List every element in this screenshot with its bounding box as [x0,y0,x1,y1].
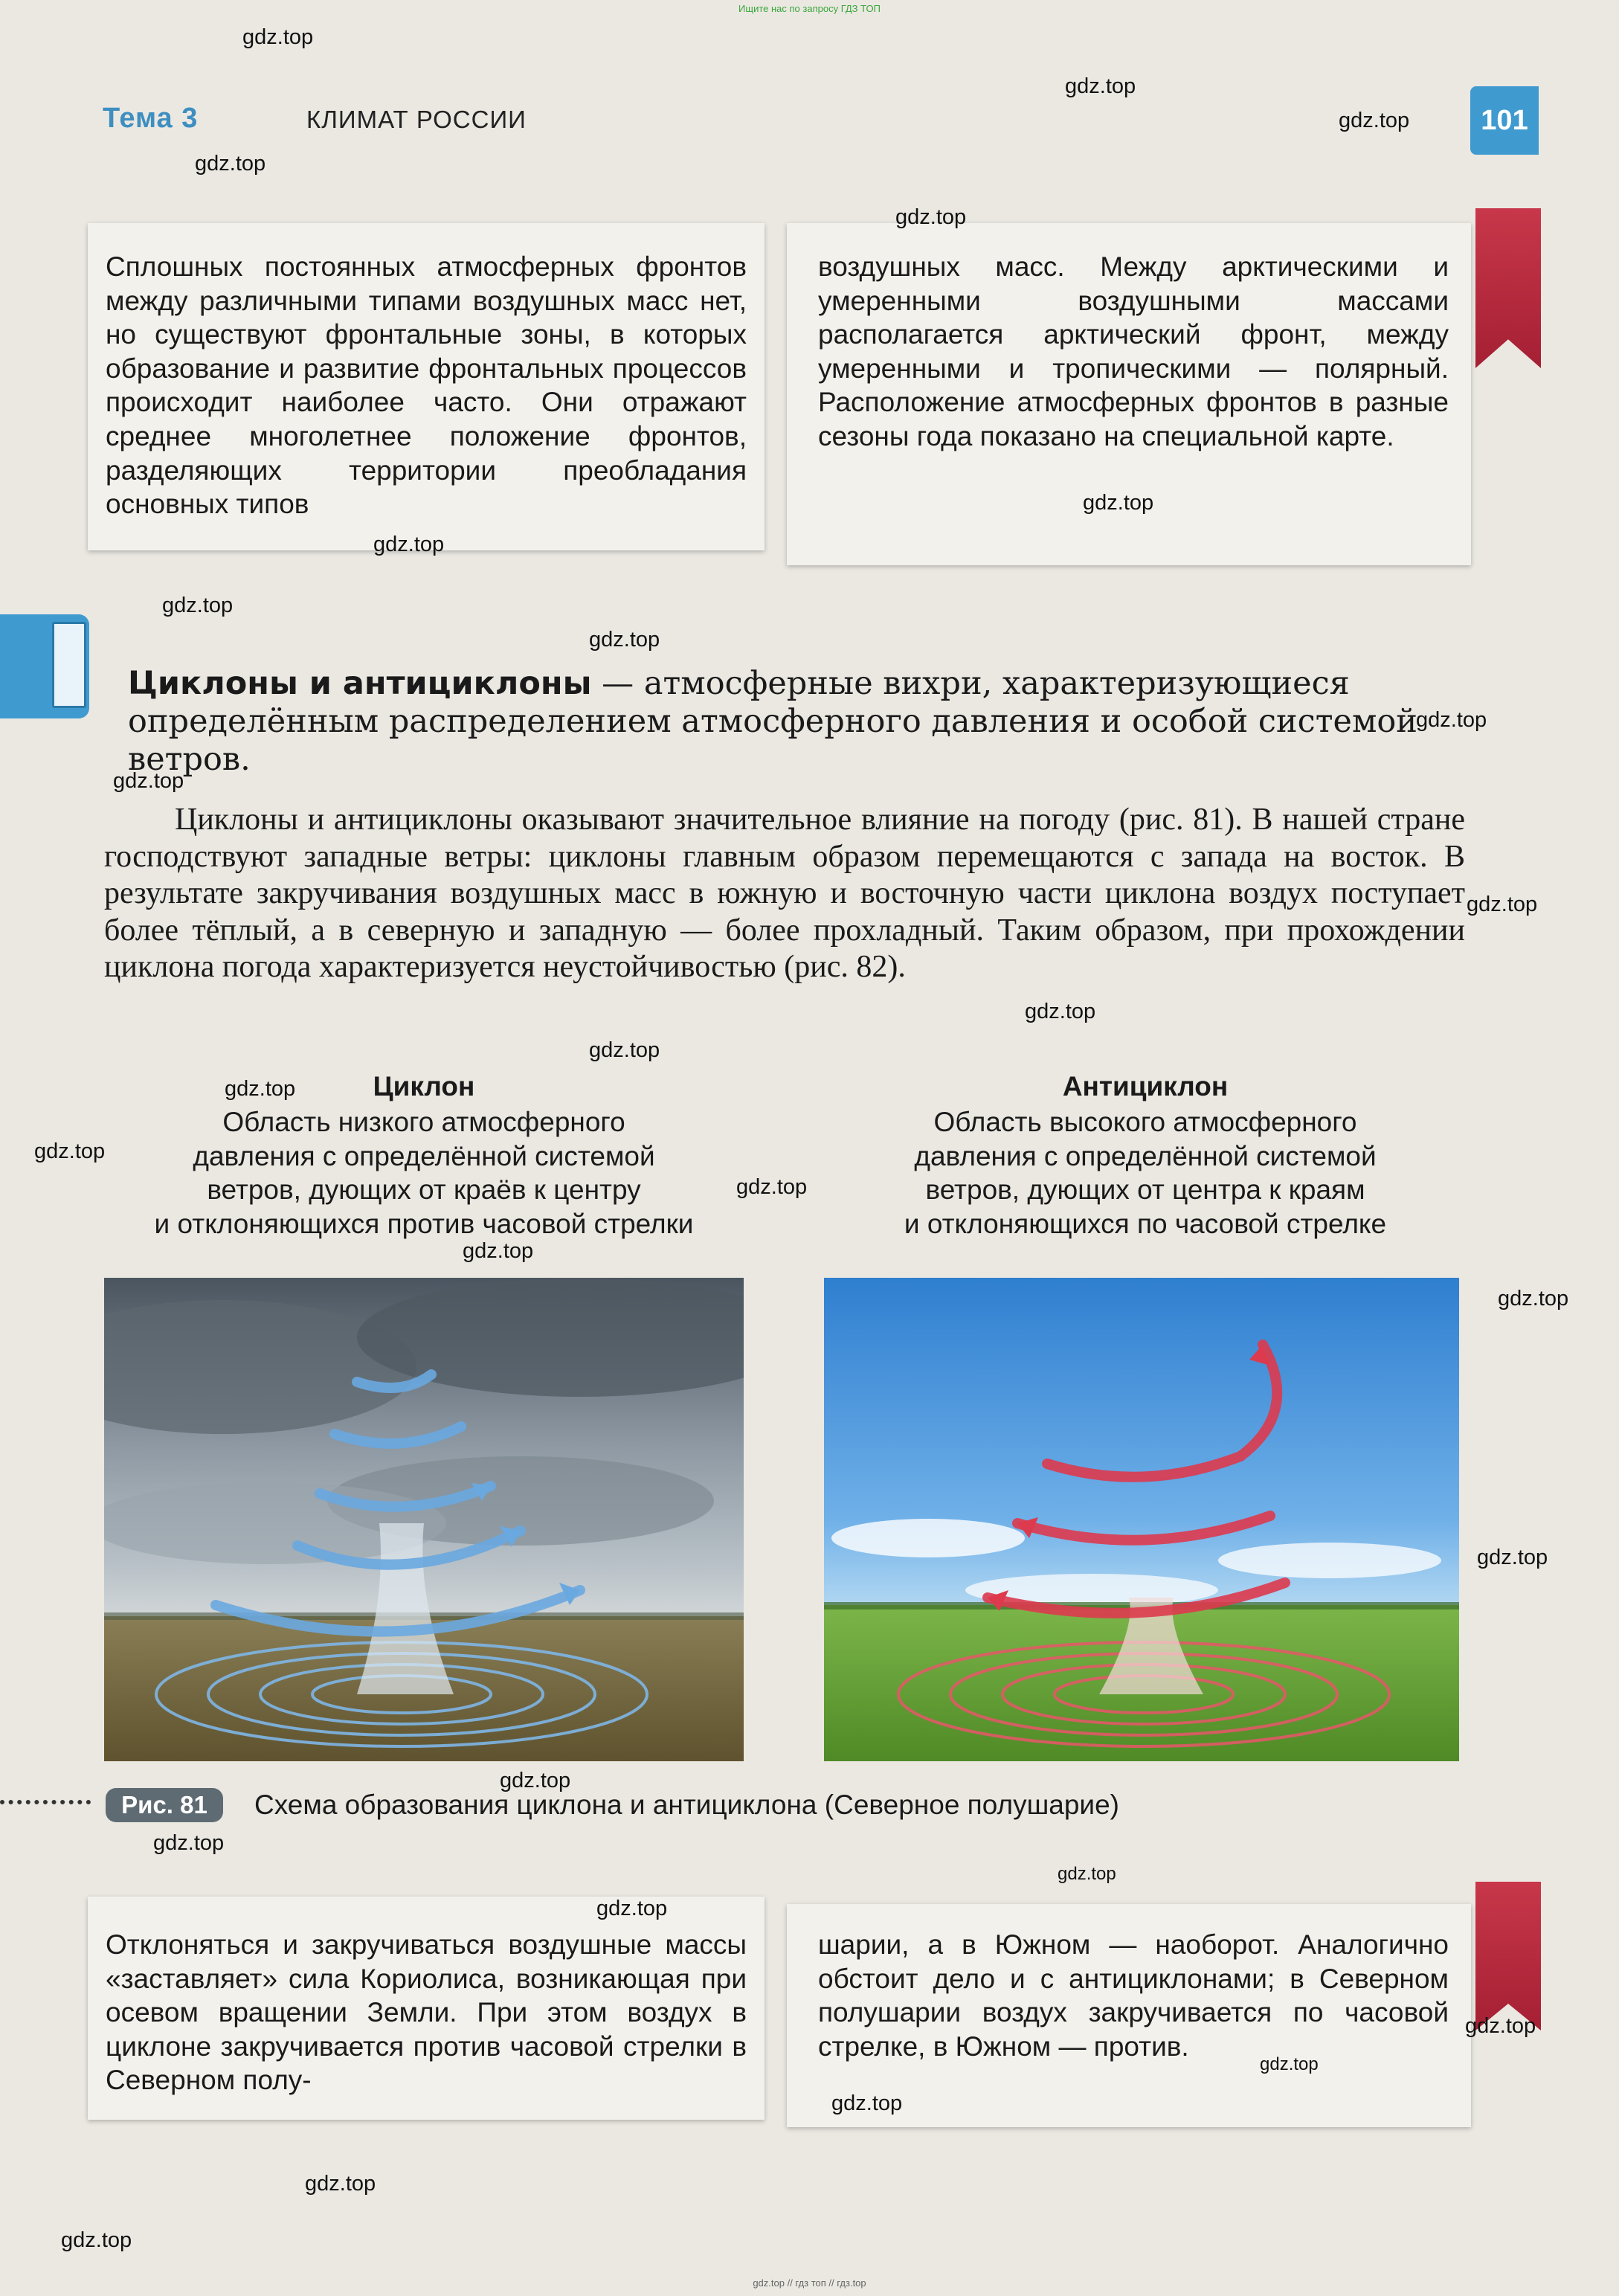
figure-caption: Схема образования циклона и антициклона (Северное полушарие) [254,1789,1119,1820]
watermark: gdz.top [61,2228,132,2252]
watermark: gdz.top [1477,1546,1548,1569]
page-number: 101 [1470,86,1539,155]
cyclone-title: Циклон [373,1071,475,1102]
watermark: gdz.top [225,1077,296,1101]
cyclone-desc-line: ветров, дующих от краёв к центру [207,1174,641,1205]
body-paragraph: Циклоны и антициклоны оказывают значительное влияние на погоду (рис. 81). В нашей стране господствуют западные ветры: циклоны главным образом перемещаются с запада на восток. В результате закручивания воздушных масс в южную и восточную части циклона воздух поступает более тёплый, а в северную и западную — более прохладный. Таким образом, при прохождении циклона погода характеризуется неустойчивостью (рис. 82). [104,803,1465,985]
watermark: gdz.top [373,533,445,556]
anticyclone-desc-line: Область высокого атмосферного [933,1107,1357,1137]
text-note-left-body: Сплошных постоянных атмосферных фронтов между различными типами воздушных масс нет, но существуют фронтальные зоны, в которых образование и развитие фронтальных процессов происходит наиболее часто. Они отражают среднее многолетнее положение фронтов, разделяющих территории преобладания основных типов [106,251,747,520]
text-note-bottom-left [88,1897,765,2120]
definition-text: — атмосферные вихри, характеризующиеся определённым распределением атмосферного давления и особой системой ветров. [128,665,1417,778]
watermark: gdz.top [1058,1864,1116,1884]
section-title: КЛИМАТ РОССИИ [306,106,527,133]
watermark: gdz.top [500,1769,571,1792]
watermark: gdz.top [1025,1000,1096,1023]
watermark: gdz.top [1065,74,1136,98]
watermark: gdz.top [1467,893,1538,916]
top-note: Ищите нас по запросу ГДЗ ТОП [738,3,881,14]
topic-label: Тема 3 [103,103,199,134]
cyclone-desc-line: Область низкого атмосферного [222,1107,625,1137]
anticyclone-desc-line: давления с определённой системой [914,1140,1377,1171]
anticyclone-title: Антициклон [1062,1071,1229,1102]
anticyclone-description [825,1105,1465,1241]
text-note-bottom-right-body: шарии, а в Южном — наоборот. Аналогично обстоит дело и с антициклонами; в Северном полушарии воздух закручивается по часовой стрелке, в Южном — против. [818,1929,1449,2062]
watermark: gdz.top [153,1831,225,1855]
watermark: gdz.top [1339,109,1410,132]
definition-term: Циклоны и антициклоны [128,665,592,702]
watermark: gdz.top [162,594,234,617]
anticyclone-desc-line: и отклоняющихся по часовой стрелке [904,1208,1387,1239]
cyclone-description [104,1105,744,1241]
watermark: gdz.top [195,152,266,176]
watermark: gdz.top [589,628,660,652]
watermark: gdz.top [1260,2054,1319,2074]
watermark: gdz.top [1083,491,1154,515]
cyclone-desc-line: и отклоняющихся против часовой стрелки [154,1208,694,1239]
watermark: gdz.top [596,1897,668,1920]
anticyclone-desc-line: ветров, дующих от центра к краям [925,1174,1365,1205]
bottom-note: gdz.top // гдз топ // гдз.top [753,2277,866,2289]
anticyclone-image [824,1278,1459,1761]
watermark: gdz.top [589,1038,660,1062]
cyclone-image [104,1278,744,1761]
watermark: gdz.top [305,2172,376,2196]
bookmark-icon [1475,1882,1541,2030]
bookmark-icon [1475,208,1541,368]
text-note-bottom-left-body: Отклоняться и закручиваться воздушные массы «заставляет» сила Кориолиса, возникающая при осевом вращении Земли. При этом воздух в циклоне закручивается против часовой стрелки в Северном полу- [106,1929,747,2096]
watermark: gdz.top [463,1239,534,1263]
book-icon [52,622,86,708]
watermark: gdz.top [113,769,184,793]
watermark: gdz.top [34,1139,106,1163]
text-note-left [88,223,765,550]
definition [128,665,1459,779]
watermark: gdz.top [1465,2014,1536,2038]
cyclone-desc-line: давления с определённой системой [193,1140,655,1171]
watermark: gdz.top [736,1175,808,1199]
caption-dots [0,1800,91,1804]
watermark: gdz.top [895,205,967,229]
watermark: gdz.top [1498,1287,1569,1311]
text-note-right-body: воздушных масс. Между арктическими и умеренными воздушными массами располагается арктический фронт, между умеренными и тропическими — полярный. Расположение атмосферных фронтов в разные сезоны года показано на специальной карте. [818,251,1449,451]
figure-badge: Рис. 81 [106,1788,223,1822]
watermark: gdz.top [831,2091,903,2115]
watermark: gdz.top [242,25,314,49]
watermark: gdz.top [1416,708,1487,732]
